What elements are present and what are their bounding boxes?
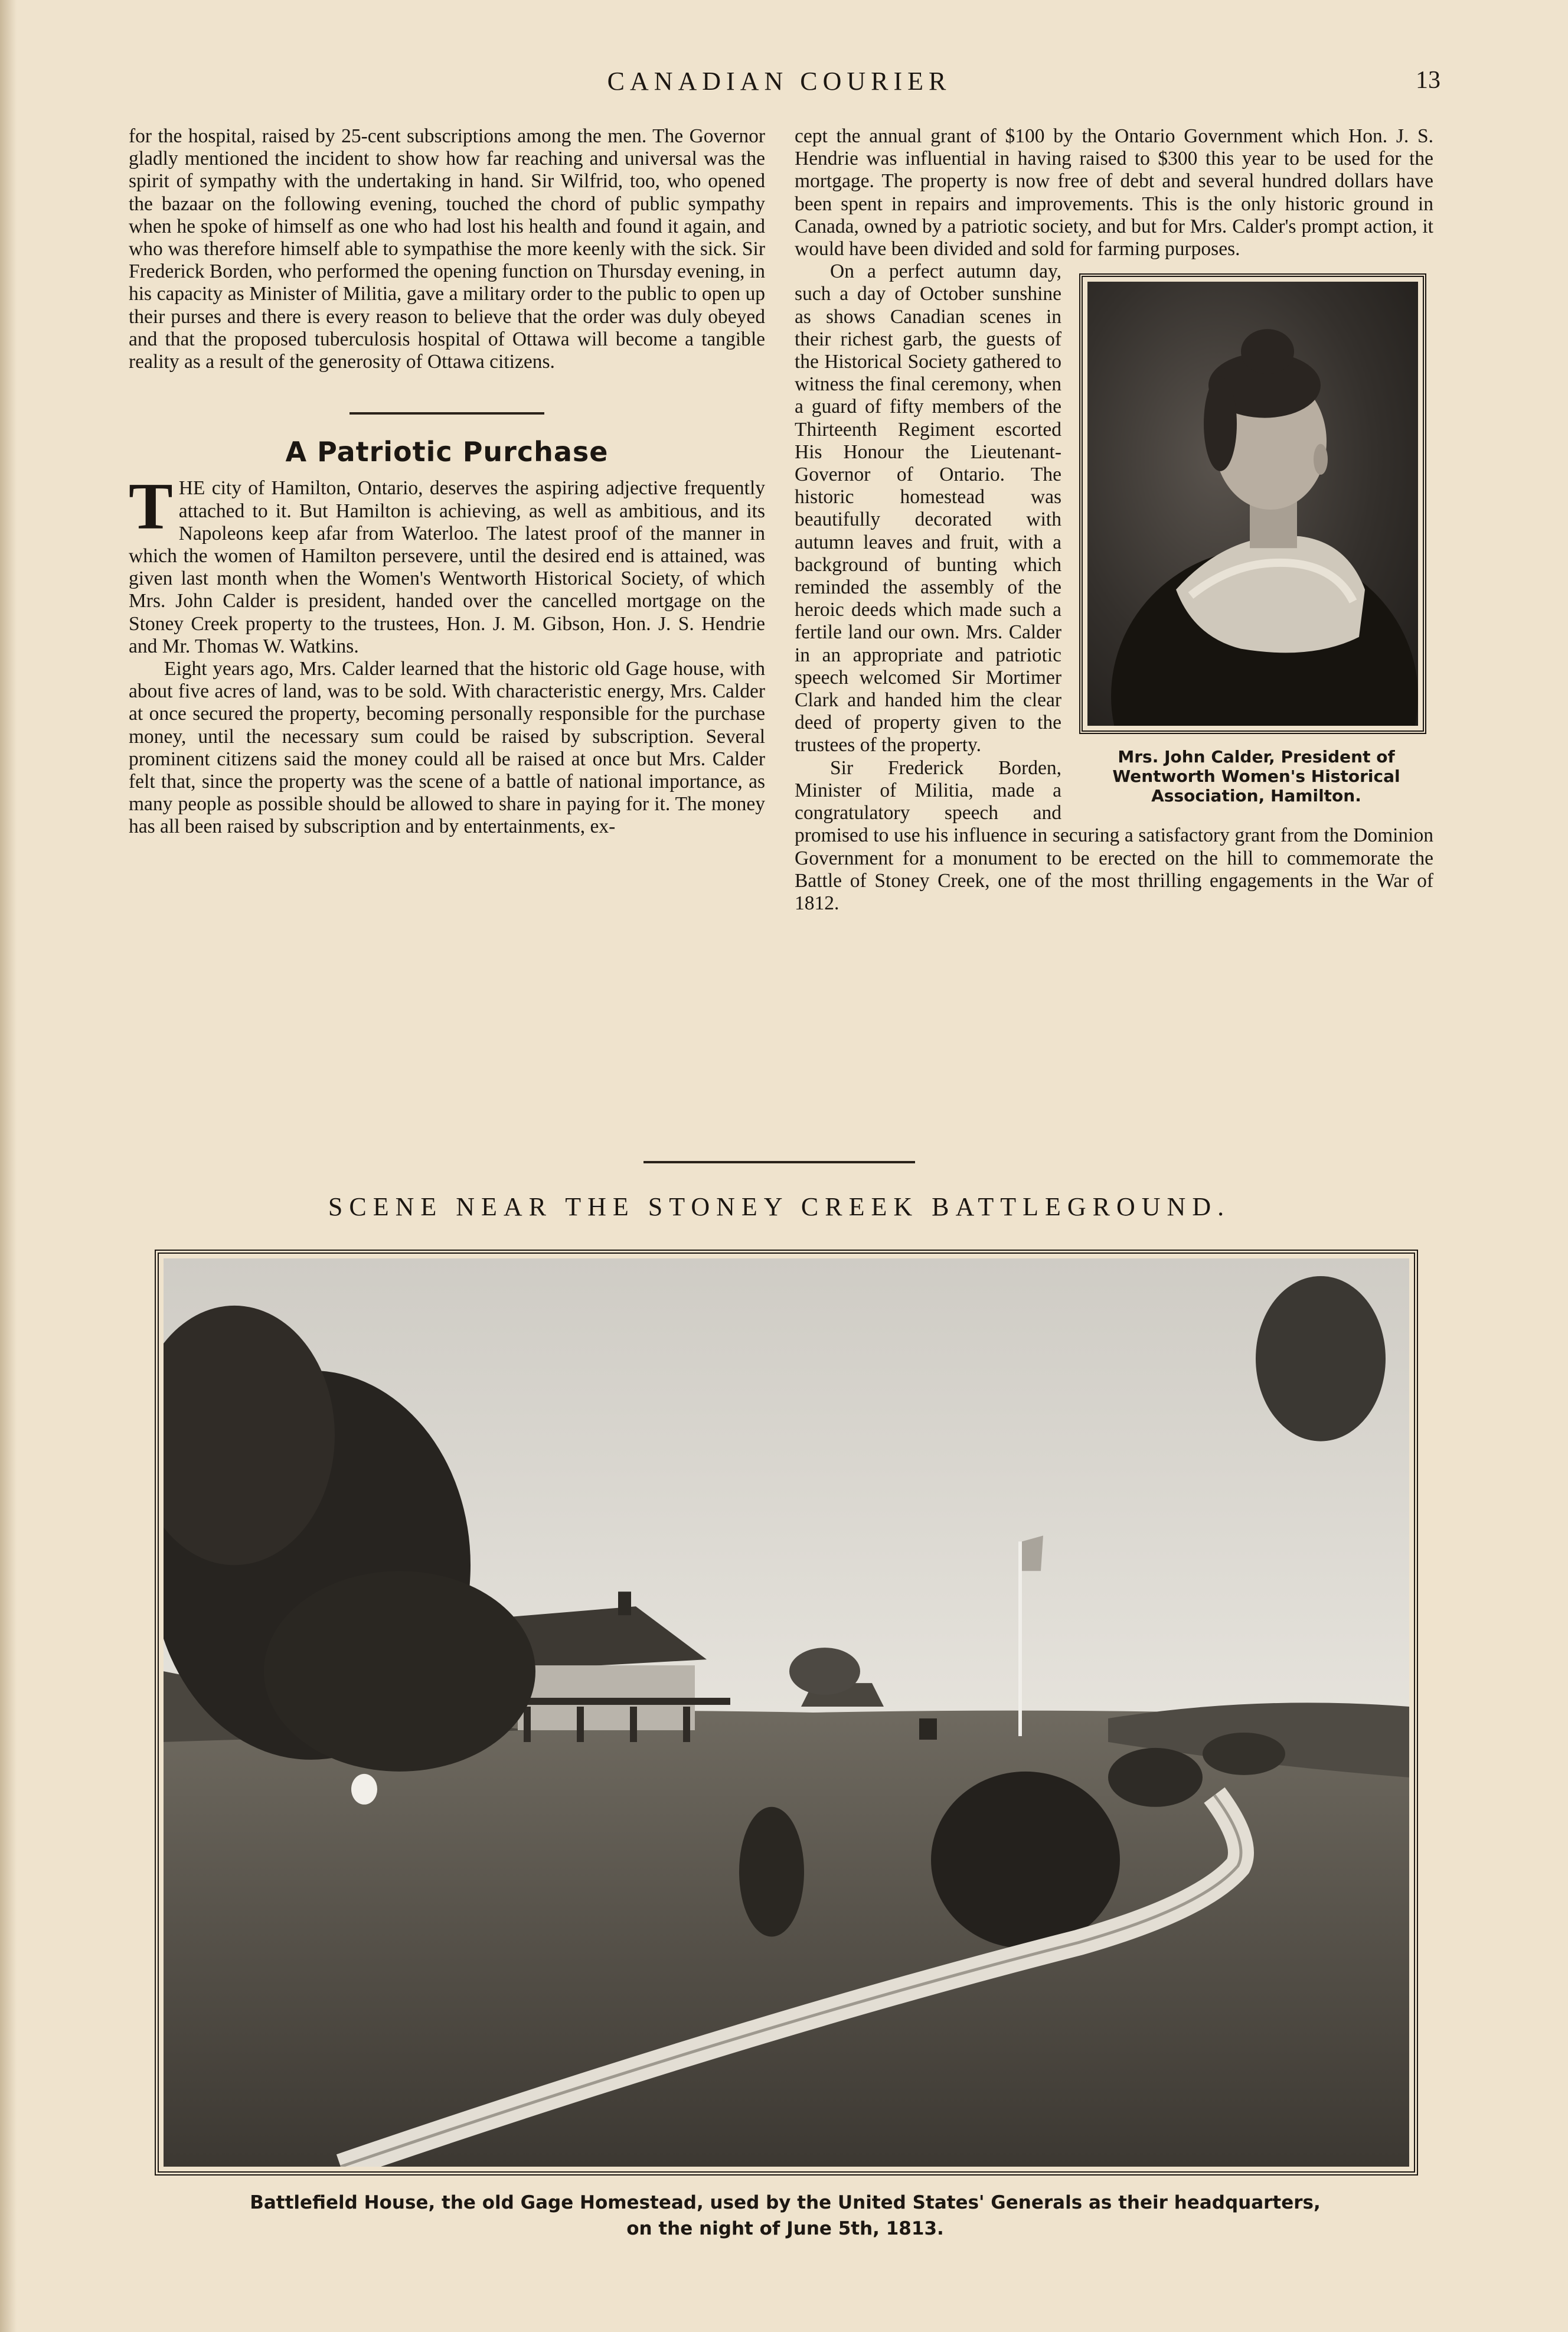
right-paragraph-2: Sir Frederick Borden, Minister of Militia, made a congratulatory speech and promised to use his influence in securing a satisfactory grant from the Dominion Government for a monument to be erected on the hill to commemorate the Battle of Stoney Creek, one of the most thrilling engagements in the War of 1812. [795,756,1433,914]
scene-caption-line-2: on the night of June 5th, 1813. [626,2218,944,2239]
article-paragraph-1-text: HE city of Hamilton, Ontario, deserves the aspiring adjective frequently attached to it. But Hamilton is achieving, as well as ambitious, and its Napoleons keep afar from Waterloo. The latest proof of the manner in which the women of Hamilton persevere, until the desired end is attained, was given last month when the Women's Wentworth Historical Society, of which Mrs. John Calder is president, handed over the cancelled mortgage on the Stoney Creek property to the trustees, Hon. J. M. Gibson, Hon. J. S. Hendrie and Mr. Thomas W. Watkins. [129,477,765,657]
scene-caption-line-1: Battlefield House, the old Gage Homestead, used by the United States' Generals as their headquarters, [250,2192,1321,2213]
scene-divider [643,1161,915,1163]
scene-photo-caption [177,2190,1393,2242]
scene-photo [164,1258,1409,2167]
section-divider [349,412,544,415]
article-paragraph-2: Eight years ago, Mrs. Calder learned that the historic old Gage house, with about five acres of land, was to be sold. With characteristic energy, Mrs. Calder at once secured the property, becoming personally responsible for the purchase money, until the necessary sum could be raised by subscription. Several prominent citizens said the money could all be raised at once but Mrs. Calder felt that, since the property was the scene of a battle of national importance, as many people as possible should be allowed to share in paying for it. The money has all been raised by subscription and by entertainments, ex- [129,658,765,838]
publication-title: CANADIAN COURIER [607,67,952,96]
page-binding-edge [0,0,17,2332]
scene-photo-frame [155,1250,1418,2176]
continued-paragraph-right: cept the annual grant of $100 by the Ontario Government which Hon. J. S. Hendrie was influential in having raised to $300 this year to be used for the mortgage. The property is now free of debt and several hundred dollars have been spent in repairs and improvements. This is the only historic ground in Canada, owned by a patriotic society, and but for Mrs. Calder's prompt action, it would have been divided and sold for farming purposes. [795,125,1433,260]
page-header [118,66,1440,102]
continued-paragraph: for the hospital, raised by 25-cent subscriptions among the men. The Governor gladly mentioned the incident to show how far reaching and universal was the spirit of sympathy with the undertaking in hand. Sir Wilfrid, too, who opened the bazaar on the following evening, touched the chord of public sympathy when he spoke of himself as one who had lost his health and found it again, and who was therefore himself able to sympathise the more keenly with the sick. Sir Frederick Borden, who performed the opening function on Thursday evening, in his capacity as Minister of Militia, gave a military order to the public to open up their purses and there is every reason to believe that the order was duly obeyed and that the proposed tuberculosis hospital of Ottawa will become a tangible reality as a result of the generosity of Ottawa citizens. [129,125,765,373]
drop-cap: T [129,470,173,544]
left-column [129,125,765,839]
scene-title: SCENE NEAR THE STONEY CREEK BATTLEGROUND. [328,1192,1231,1221]
portrait-photo [1087,282,1418,726]
battlefield-house-illustration [164,1258,1409,2167]
right-column [795,125,1433,915]
portrait-illustration [1087,282,1418,726]
article-paragraph-1 [129,470,765,658]
portrait-caption: Mrs. John Calder, President of Wentworth Women's Historical Association, Hamilton. [1112,747,1400,806]
portrait-frame [1079,273,1426,734]
page-number: 13 [1416,67,1440,94]
portrait-figure [1079,273,1433,805]
right-paragraph-1: On a perfect autumn day, such a day of October sunshine as shows Canadian scenes in their richest garb, the guests of the Historical Society gathered to witness the final ceremony, when a guard of fifty members of the Thirteenth Regiment escorted His Honour the Lieutenant-Governor of Ontario. The historic homestead was beautifully decorated with autumn leaves and fruit, with a background of bunting which reminded the assembly of the heroic deeds which made such a fertile land our own. Mrs. Calder in an appropriate and patriotic speech welcomed Sir Mortimer Clark and handed him the clear deed of property given to the trustees of the property. [795,260,1061,756]
article-headline: A Patriotic Purchase [285,436,609,468]
